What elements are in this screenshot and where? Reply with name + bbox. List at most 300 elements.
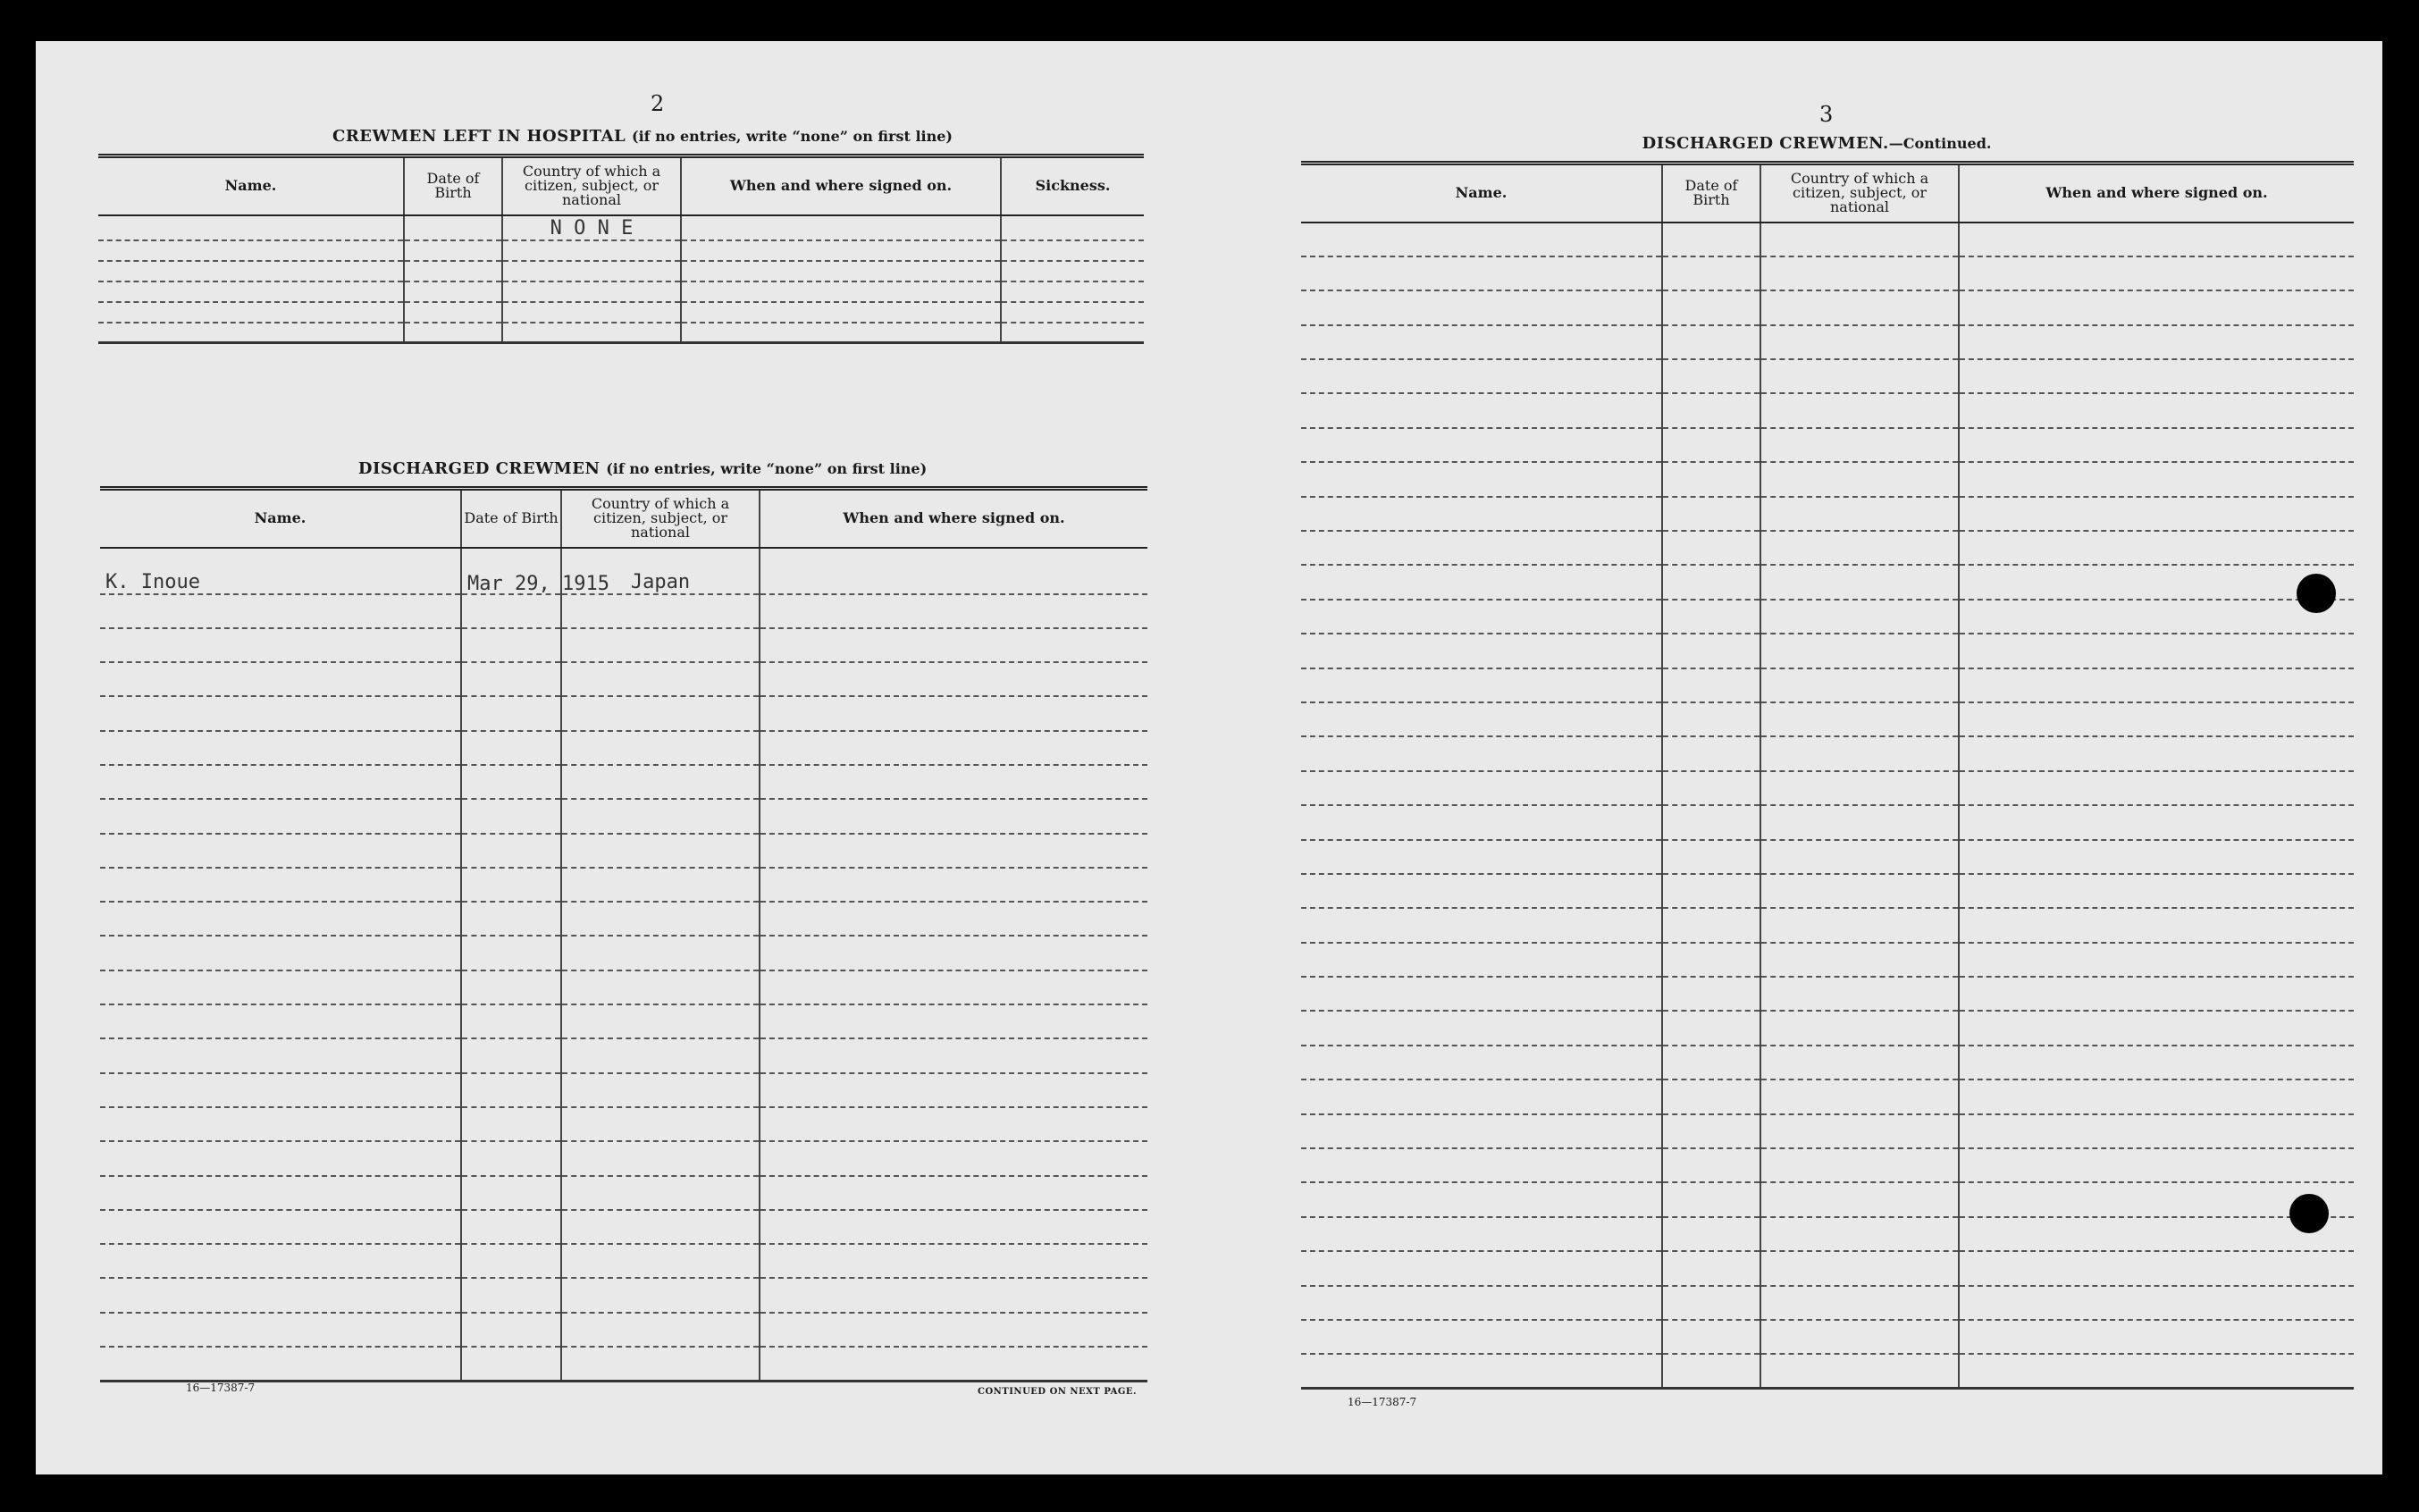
table-cell (1301, 531, 1662, 565)
form-number: 16—17387-7 (1348, 1396, 1417, 1408)
table-cell (760, 548, 1147, 594)
table-cell (404, 215, 502, 240)
table-cell (1760, 874, 1959, 908)
table-cell (1662, 1046, 1760, 1079)
table-cell (1959, 1079, 2354, 1113)
table-cell (1301, 359, 1662, 393)
table-row (1301, 497, 2354, 531)
table-cell (100, 1176, 461, 1210)
table-cell (100, 696, 461, 730)
table-cell (561, 696, 760, 730)
table-cell (760, 1244, 1147, 1278)
table-cell (760, 696, 1147, 730)
table-cell (1959, 393, 2354, 427)
table-cell (100, 902, 461, 936)
table-cell (1301, 1079, 1662, 1113)
table-cell (561, 936, 760, 970)
table-cell (100, 1141, 461, 1175)
table-row (1301, 531, 2354, 565)
table-row (100, 1210, 1147, 1244)
col-header-name: Name. (98, 156, 404, 215)
table-cell (1662, 393, 1760, 427)
table-row (100, 594, 1147, 628)
table-cell (1959, 462, 2354, 496)
table-cell (1760, 393, 1959, 427)
table-cell (1760, 223, 1959, 256)
table-cell (561, 1347, 760, 1381)
table-cell (1959, 702, 2354, 736)
table-cell: Mar 29, 1915 (461, 548, 561, 594)
table-cell (1959, 1251, 2354, 1285)
table-row (1301, 1079, 2354, 1113)
table-row (1301, 223, 2354, 256)
table-cell (461, 902, 561, 936)
discharged-rows (100, 548, 1147, 1382)
table-cell (461, 731, 561, 765)
table-cell (760, 1038, 1147, 1072)
table-cell (760, 731, 1147, 765)
table-row (100, 902, 1147, 936)
col-header-date-of-birth: Date of Birth (404, 156, 502, 215)
table-cell (760, 594, 1147, 628)
table-cell (100, 1107, 461, 1141)
table-cell (1760, 531, 1959, 565)
table-cell (760, 628, 1147, 662)
table-cell (100, 731, 461, 765)
table-cell (100, 662, 461, 696)
table-cell (1301, 223, 1662, 256)
hospital-table (98, 154, 1144, 344)
table-cell (1662, 1354, 1760, 1388)
table-row (100, 1347, 1147, 1381)
table-row (98, 323, 1144, 343)
table-row (98, 215, 1144, 240)
table-row (1301, 702, 2354, 736)
table-cell (1760, 943, 1959, 977)
table-cell (1760, 1286, 1959, 1320)
table-cell (1760, 1320, 1959, 1354)
table-row (1301, 736, 2354, 770)
col-header-signed-on: When and where signed on. (1959, 164, 2354, 223)
table-cell (404, 302, 502, 323)
table-cell (461, 936, 561, 970)
discharged-title-note: (if no entries, write “none” on first line) (606, 460, 928, 477)
table-cell (461, 799, 561, 833)
table-cell (1662, 1251, 1760, 1285)
table-cell (1760, 565, 1959, 599)
table-cell (1760, 840, 1959, 874)
table-cell (760, 1176, 1147, 1210)
table-cell (1662, 840, 1760, 874)
table-cell (404, 281, 502, 302)
table-row (1301, 1114, 2354, 1148)
hospital-rows (98, 215, 1144, 343)
table-row (100, 834, 1147, 868)
table-cell (461, 1347, 561, 1381)
table-cell (1662, 977, 1760, 1011)
table-cell (561, 1313, 760, 1347)
table-cell (561, 1141, 760, 1175)
table-cell (461, 628, 561, 662)
table-row (98, 261, 1144, 281)
table-row (1301, 600, 2354, 634)
table-cell (1760, 325, 1959, 359)
table-cell (760, 936, 1147, 970)
table-cell (461, 868, 561, 902)
table-cell (1959, 290, 2354, 324)
table-cell (681, 261, 1001, 281)
table-cell (681, 240, 1001, 261)
table-cell (1760, 736, 1959, 770)
page-number: 3 (1819, 102, 1834, 127)
table-cell (1662, 1286, 1760, 1320)
table-cell (502, 240, 681, 261)
discharged-continued-table (1301, 161, 2354, 1390)
table-row (1301, 359, 2354, 393)
discharged-section-title (98, 459, 1187, 478)
col-header-name: Name. (100, 489, 461, 548)
table-row (1301, 325, 2354, 359)
table-cell (1959, 1011, 2354, 1045)
hospital-title-note: (if no entries, write “none” on first line) (632, 128, 953, 145)
table-cell (1959, 256, 2354, 290)
table-row (1301, 771, 2354, 805)
table-cell (1662, 634, 1760, 668)
table-cell (100, 1073, 461, 1107)
table-cell (1662, 325, 1760, 359)
table-row (100, 1107, 1147, 1141)
table-cell (1001, 261, 1144, 281)
table-cell (502, 281, 681, 302)
table-cell: Japan (561, 548, 760, 594)
table-cell (760, 834, 1147, 868)
table-cell (1760, 600, 1959, 634)
table-cell (1301, 634, 1662, 668)
table-cell (1959, 977, 2354, 1011)
table-cell (1959, 1286, 2354, 1320)
page-number: 2 (651, 91, 665, 116)
table-row (1301, 874, 2354, 908)
col-header-date-of-birth: Date of Birth (461, 489, 561, 548)
table-cell (561, 1004, 760, 1038)
table-cell (1959, 840, 2354, 874)
table-cell (1662, 1182, 1760, 1216)
table-cell (461, 970, 561, 1004)
table-cell (461, 1176, 561, 1210)
table-cell (1760, 428, 1959, 462)
table-cell (561, 1244, 760, 1278)
table-cell (1959, 668, 2354, 702)
discharged-table (100, 486, 1147, 1382)
table-cell (561, 662, 760, 696)
table-cell (1662, 497, 1760, 531)
table-cell (1760, 977, 1959, 1011)
continued-title-text: DISCHARGED CREWMEN. (1642, 134, 1889, 153)
table-cell (760, 902, 1147, 936)
table-cell (561, 1038, 760, 1072)
table-cell (1301, 805, 1662, 839)
table-row (1301, 428, 2354, 462)
table-cell (681, 323, 1001, 343)
table-cell (1959, 943, 2354, 977)
table-cell (1301, 874, 1662, 908)
table-cell (1662, 256, 1760, 290)
table-cell (760, 1073, 1147, 1107)
table-cell (760, 1313, 1147, 1347)
table-cell (1760, 290, 1959, 324)
table-cell (461, 1038, 561, 1072)
col-header-sickness: Sickness. (1001, 156, 1144, 215)
table-cell (461, 1210, 561, 1244)
table-row (100, 696, 1147, 730)
table-row (100, 1141, 1147, 1175)
table-cell (1959, 771, 2354, 805)
table-cell (1662, 531, 1760, 565)
punch-hole (2297, 574, 2336, 613)
table-cell (1760, 1182, 1959, 1216)
table-cell (100, 834, 461, 868)
table-cell (1301, 428, 1662, 462)
table-cell (1760, 1011, 1959, 1045)
table-cell (1301, 908, 1662, 942)
table-cell (1662, 908, 1760, 942)
table-row (1301, 977, 2354, 1011)
table-cell (100, 1347, 461, 1381)
table-cell (1662, 600, 1760, 634)
table-cell (561, 1073, 760, 1107)
table-cell (760, 1107, 1147, 1141)
table-cell (561, 970, 760, 1004)
table-cell (1760, 1079, 1959, 1113)
table-row (1301, 805, 2354, 839)
table-cell (1662, 1217, 1760, 1251)
table-cell (1959, 1148, 2354, 1182)
table-cell (98, 261, 404, 281)
table-cell (760, 1278, 1147, 1312)
table-cell (1301, 290, 1662, 324)
table-cell (1301, 600, 1662, 634)
table-cell (461, 696, 561, 730)
table-cell (1301, 1354, 1662, 1388)
table-cell (760, 765, 1147, 799)
table-row (98, 281, 1144, 302)
table-cell (1662, 805, 1760, 839)
table-cell (561, 1176, 760, 1210)
table-cell (100, 1313, 461, 1347)
table-cell (100, 936, 461, 970)
table-cell (1959, 874, 2354, 908)
table-cell (1760, 771, 1959, 805)
table-cell: N O N E (502, 215, 681, 240)
table-cell (1301, 840, 1662, 874)
table-cell (461, 1278, 561, 1312)
table-row (100, 662, 1147, 696)
table-cell (1001, 281, 1144, 302)
table-cell (461, 594, 561, 628)
table-row (100, 868, 1147, 902)
table-cell (1662, 874, 1760, 908)
table-row (1301, 1286, 2354, 1320)
table-cell (681, 281, 1001, 302)
table-cell (1662, 771, 1760, 805)
table-cell (1760, 1148, 1959, 1182)
table-cell (100, 970, 461, 1004)
table-row (1301, 393, 2354, 427)
table-cell (760, 868, 1147, 902)
table-cell (502, 323, 681, 343)
table-cell (1662, 1320, 1760, 1354)
table-cell (1301, 1286, 1662, 1320)
continued-title-suffix: —Continued. (1888, 135, 1992, 152)
table-cell (502, 302, 681, 323)
table-cell (1959, 1320, 2354, 1354)
table-cell (502, 261, 681, 281)
table-row (100, 1313, 1147, 1347)
table-cell (561, 799, 760, 833)
col-header-country: Country of which a citizen, subject, or national (502, 156, 681, 215)
table-cell (561, 1278, 760, 1312)
table-cell (100, 868, 461, 902)
table-cell (98, 302, 404, 323)
table-cell (1301, 462, 1662, 496)
table-cell (760, 970, 1147, 1004)
table-cell (461, 1244, 561, 1278)
table-cell (1760, 256, 1959, 290)
table-cell (760, 799, 1147, 833)
table-cell (1760, 1217, 1959, 1251)
table-cell (1760, 1354, 1959, 1388)
table-cell (1760, 497, 1959, 531)
hospital-title-text: CREWMEN LEFT IN HOSPITAL (332, 127, 626, 146)
table-cell (1301, 1011, 1662, 1045)
table-cell (561, 868, 760, 902)
table-cell (1760, 1114, 1959, 1148)
col-header-signed-on: When and where signed on. (760, 489, 1147, 548)
table-row (100, 1073, 1147, 1107)
table-cell (404, 323, 502, 343)
table-cell (1760, 668, 1959, 702)
table-cell (1760, 359, 1959, 393)
table-cell (1301, 702, 1662, 736)
table-row (1301, 1320, 2354, 1354)
table-cell (1301, 943, 1662, 977)
table-cell (561, 731, 760, 765)
table-cell (98, 240, 404, 261)
table-cell (1301, 1046, 1662, 1079)
table-cell (760, 662, 1147, 696)
table-row (1301, 943, 2354, 977)
table-cell (1301, 1182, 1662, 1216)
table-cell (1662, 1079, 1760, 1113)
table-cell (760, 1347, 1147, 1381)
table-cell (561, 765, 760, 799)
table-row (1301, 1354, 2354, 1388)
table-cell (1301, 977, 1662, 1011)
table-cell (100, 1038, 461, 1072)
table-cell (1662, 359, 1760, 393)
table-row (100, 765, 1147, 799)
table-cell (1301, 1320, 1662, 1354)
table-cell (1301, 1251, 1662, 1285)
col-header-date-of-birth: Date of Birth (1662, 164, 1760, 223)
table-cell (461, 1107, 561, 1141)
table-cell (561, 902, 760, 936)
form-number: 16—17387-7 (186, 1382, 256, 1394)
table-cell (1301, 565, 1662, 599)
table-cell (760, 1210, 1147, 1244)
table-cell (1959, 223, 2354, 256)
table-cell (1959, 325, 2354, 359)
table-row (1301, 565, 2354, 599)
table-cell (1001, 240, 1144, 261)
table-cell (1959, 1046, 2354, 1079)
table-cell (1662, 736, 1760, 770)
table-row (1301, 290, 2354, 324)
table-cell (1760, 634, 1959, 668)
table-cell (1959, 736, 2354, 770)
table-cell (561, 594, 760, 628)
table-cell (561, 834, 760, 868)
table-cell (98, 215, 404, 240)
table-cell (760, 1141, 1147, 1175)
table-cell (1001, 215, 1144, 240)
table-cell (1662, 428, 1760, 462)
punch-hole (2289, 1194, 2329, 1233)
table-row (100, 731, 1147, 765)
table-cell (100, 594, 461, 628)
table-cell (1301, 1217, 1662, 1251)
table-cell (1662, 462, 1760, 496)
right-page (1265, 41, 2368, 1474)
table-cell (100, 799, 461, 833)
table-row (1301, 1182, 2354, 1216)
table-row (1301, 1046, 2354, 1079)
left-page (98, 41, 1187, 1474)
table-cell (1959, 600, 2354, 634)
table-cell (461, 662, 561, 696)
table-cell (1301, 325, 1662, 359)
table-cell (461, 765, 561, 799)
table-cell (1301, 668, 1662, 702)
table-cell (1760, 1046, 1959, 1079)
col-header-signed-on: When and where signed on. (681, 156, 1001, 215)
table-row (100, 799, 1147, 833)
table-row (98, 302, 1144, 323)
table-cell (461, 834, 561, 868)
table-cell (1760, 805, 1959, 839)
table-row (100, 548, 1147, 594)
table-row (1301, 1217, 2354, 1251)
table-cell (1662, 1114, 1760, 1148)
table-cell (100, 1004, 461, 1038)
table-cell (1760, 462, 1959, 496)
table-cell (561, 1107, 760, 1141)
table-cell (1301, 1148, 1662, 1182)
continued-note: CONTINUED ON NEXT PAGE. (978, 1387, 1138, 1397)
table-cell (461, 1313, 561, 1347)
col-header-country: Country of which a citizen, subject, or national (561, 489, 760, 548)
hospital-section-title (98, 127, 1187, 146)
table-cell (404, 261, 502, 281)
table-cell (1001, 323, 1144, 343)
table-cell (1301, 771, 1662, 805)
continued-section-title (1265, 134, 2368, 153)
table-row (1301, 462, 2354, 496)
table-cell (1959, 1354, 2354, 1388)
table-row (100, 936, 1147, 970)
table-row (1301, 634, 2354, 668)
table-cell (681, 302, 1001, 323)
